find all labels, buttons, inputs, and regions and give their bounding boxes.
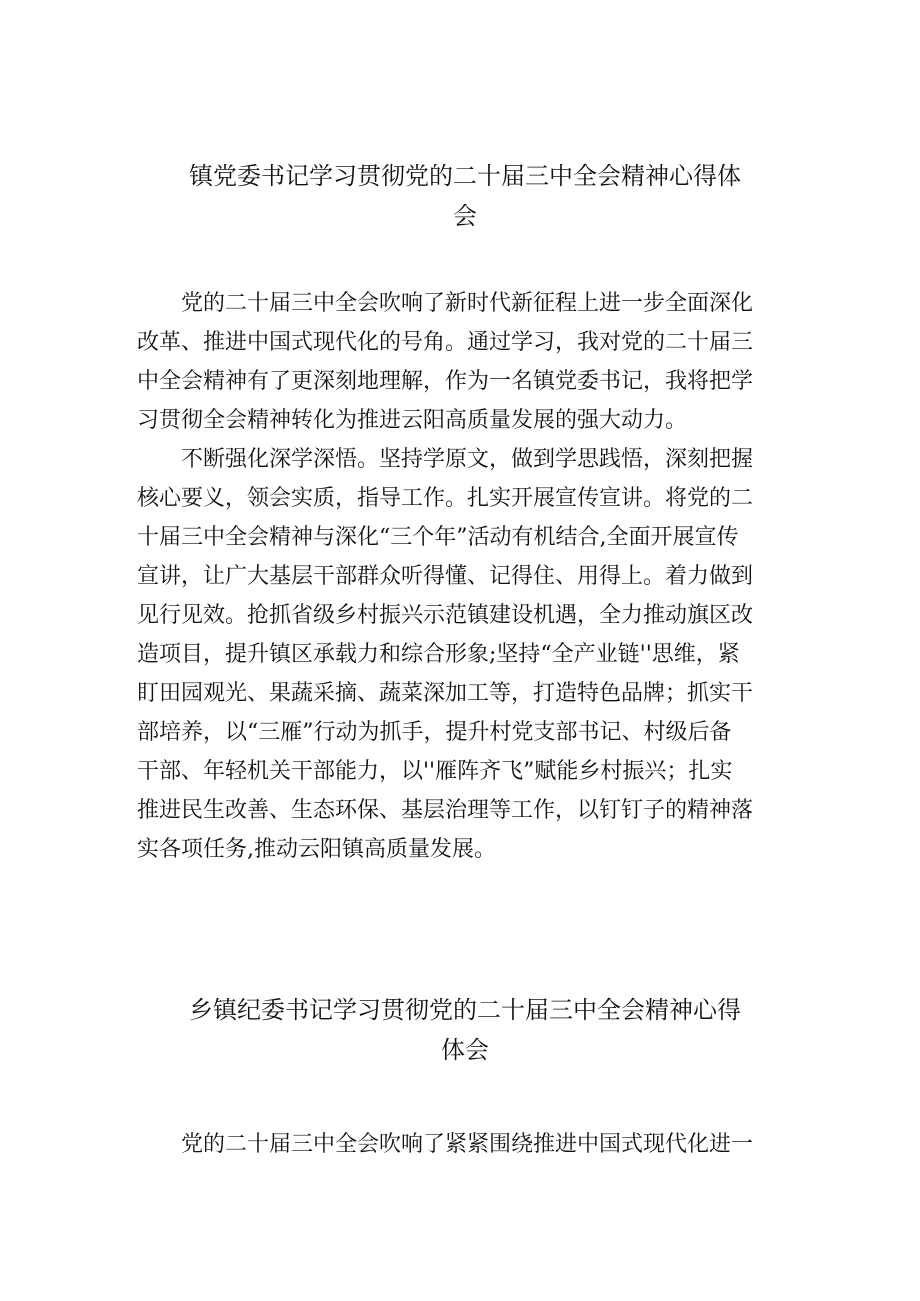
section-2-title: 乡镇纪委书记学习贯彻党的二十届三中全会精神心得 体会 [189,996,741,1064]
section-2-paragraph-1: 党的二十届三中全会吹响了紧紧围绕推进中国式现代化进一 [181,1132,754,1157]
section-1-paragraph-2: 不断强化深学深悟。坚持学原文，做到学思践悟，深刻把握 核心要义，领会实质，指导工作。扎实开展宣传宣讲。将党的二 十届三中全会精神与深化“三个年”活动有机结合,全面开展宣传 宣讲，让广大基层干部群众听得懂、记得住、用得上。着力做到 见行见效。抢抓省级乡村振兴示范镇建设机遇，全力推动旗区改 造项目，提升镇区承载力和综合形象;坚持“全产业链''思维，紧 盯田园观光、果蔬采摘、蔬菜深加工等，打造特色品牌；抓实干 部培养，以“三雁”行动为抓手，提升村党支部书记、村级后备 干部、年轻机关干部能力，以''雁阵齐飞”赋能乡村振兴；扎实 推进民生改善、生态环保、基层治理等工作，以钉钉子的精神落 实各项任务,推动云阳镇高质量发展。 [137,447,754,862]
section-1-paragraph-1: 党的二十届三中全会吹响了新时代新征程上进一步全面深化 改革、推进中国式现代化的号角。通过学习，我对党的二十届三 中全会精神有了更深刻地理解，作为一名镇党委书记，我将把学 习贯彻全会精神转化为推进云阳高质量发展的强大动力。 [137,291,754,433]
section-2-body [137,1125,789,1164]
section-1-body [137,284,789,869]
section-1-title: 镇党委书记学习贯彻党的二十届三中全会精神心得体 会 [189,162,741,230]
